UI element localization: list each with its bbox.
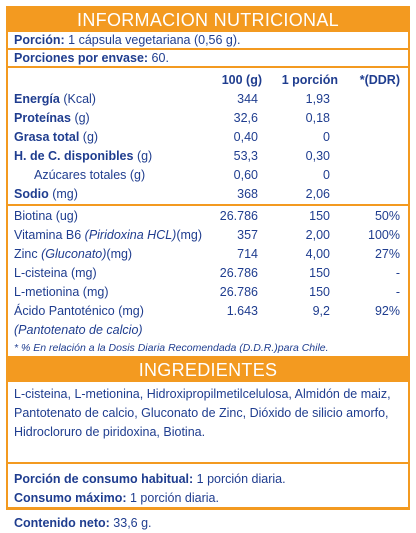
nutrient-per-portion: 2,06	[305, 187, 330, 201]
table-header	[8, 71, 408, 90]
col-ddr: *(DDR)	[359, 73, 400, 87]
micronutrient-row	[8, 264, 408, 283]
consumo-label: Porción de consumo habitual:	[14, 472, 194, 486]
micro-label	[14, 264, 97, 283]
micro-ddr: -	[395, 285, 400, 299]
portion-value: 1 cápsula vegetariana (0,56 g).	[64, 33, 241, 47]
col-per-portion: 1 porción	[281, 73, 338, 87]
micro-per-portion: 150	[309, 285, 330, 299]
micronutrient-row	[8, 226, 408, 245]
nutrient-name	[14, 128, 98, 147]
nutrient-row	[8, 147, 408, 166]
micro-name: Zinc	[14, 247, 42, 261]
nutrient-row	[8, 90, 408, 109]
micro-name-unit: (mg)	[176, 228, 203, 242]
nutrient-label: Azúcares totales	[34, 168, 127, 182]
micro-per-portion: 2,00	[305, 228, 330, 242]
nutrient-label: H. de C. disponibles	[14, 149, 134, 163]
nutrient-per100: 0,60	[233, 168, 258, 182]
nutrient-per100: 344	[237, 92, 258, 106]
nutrient-name	[14, 166, 145, 185]
nutrient-name	[14, 109, 90, 128]
nutrient-unit: (Kcal)	[59, 92, 96, 106]
micro-ddr: 92%	[374, 304, 400, 318]
nutrient-label: Grasa total	[14, 130, 80, 144]
nutrient-per-portion: 0	[323, 168, 330, 182]
maximo-label: Consumo máximo:	[14, 491, 127, 505]
maximo-row	[8, 489, 408, 508]
nutrient-per-portion: 0,30	[305, 149, 330, 163]
col-per100: 100 (g)	[221, 73, 262, 87]
micro-ddr: 50%	[374, 209, 400, 223]
micro-per100: 1.643	[226, 304, 258, 318]
micro-name-italic: (Gluconato)	[41, 247, 107, 261]
micro-per100: 26.786	[219, 209, 258, 223]
nutrient-unit: (g)	[79, 130, 99, 144]
servings-label: Porciones por envase:	[14, 51, 149, 65]
portion-label: Porción:	[14, 33, 65, 47]
nutrient-unit: (g)	[70, 111, 90, 125]
nutrient-per100: 53,3	[233, 149, 258, 163]
nutrient-per-portion: 1,93	[305, 92, 330, 106]
micro-per-portion: 9,2	[312, 304, 330, 318]
micro-per100: 26.786	[219, 266, 258, 280]
nutrient-unit: (g)	[126, 168, 146, 182]
micronutrient-row	[8, 207, 408, 226]
micro-per100: 357	[237, 228, 258, 242]
consumo-row	[8, 470, 408, 489]
micro-per100: 26.786	[219, 285, 258, 299]
micro-label	[14, 302, 144, 321]
micronutrient-row	[8, 245, 408, 264]
micro-label	[14, 207, 78, 226]
nutrient-row	[8, 128, 408, 147]
micro-per-portion: 4,00	[305, 247, 330, 261]
consumo-value: 1 porción diaria.	[193, 472, 286, 486]
micronutrient-row	[8, 283, 408, 302]
micro-name: L-cisteina (mg)	[14, 266, 97, 280]
nutrient-label: Sodio	[14, 187, 49, 201]
neto-label: Contenido neto:	[14, 516, 110, 530]
nutrient-per100: 32,6	[233, 111, 258, 125]
micro-label	[14, 283, 108, 302]
micro-ddr: -	[395, 266, 400, 280]
micro-name-italic: (Piridoxina HCL)	[84, 228, 177, 242]
portion-row	[8, 32, 408, 50]
ddr-footnote: * % En relación a la Dosis Diaria Recomendada (D.D.R.)para Chile.	[8, 340, 408, 358]
nutrient-per-portion: 0	[323, 130, 330, 144]
nutrition-title: INFORMACION NUTRICIONAL	[8, 8, 408, 32]
nutrient-unit: (g)	[133, 149, 153, 163]
micro-ddr: 100%	[368, 228, 400, 242]
micro-label	[14, 245, 132, 264]
nutrient-name	[14, 90, 96, 109]
nutrient-table	[8, 68, 408, 204]
nutrient-label: Proteínas	[14, 111, 71, 125]
servings-row	[8, 50, 408, 68]
ingredients-text: L-cisteina, L-metionina, Hidroxipropilmetilcelulosa, Almidón de maiz, Pantotenato de calcio, Gluconato de Zinc, Dióxido de silicio amorfo, Hidrocloruro de piridoxina, Biotina.	[8, 382, 408, 464]
micro-name: Biotina (ug)	[14, 209, 78, 223]
servings-value: 60.	[148, 51, 169, 65]
micro-name: L-metionina (mg)	[14, 285, 109, 299]
micro-label	[14, 226, 202, 245]
nutrient-row	[8, 185, 408, 204]
nutrient-name	[14, 147, 152, 166]
micro-per100: 714	[237, 247, 258, 261]
micro-ddr: 27%	[374, 247, 400, 261]
nutrient-unit: (mg)	[48, 187, 78, 201]
nutrition-label	[6, 6, 410, 530]
nutrient-row	[8, 109, 408, 128]
neto-row	[8, 514, 408, 533]
micro-per-portion: 150	[309, 209, 330, 223]
neto-value: 33,6 g.	[109, 516, 152, 530]
micro-name-unit: (mg)	[106, 247, 133, 261]
nutrient-per100: 368	[237, 187, 258, 201]
micro-per-portion: 150	[309, 266, 330, 280]
micronutrient-row	[8, 302, 408, 321]
maximo-value: 1 porción diaria.	[126, 491, 219, 505]
micro-name: Ácido Pantoténico (mg)	[14, 304, 144, 318]
nutrient-label: Energía	[14, 92, 60, 106]
nutrient-row	[8, 166, 408, 185]
ingredients-title: INGREDIENTES	[8, 358, 408, 382]
nutrient-per100: 0,40	[233, 130, 258, 144]
micronutrient-table	[8, 204, 408, 340]
nutrient-name	[14, 185, 78, 204]
nutrient-per-portion: 0,18	[305, 111, 330, 125]
micro-name: Vitamina B6	[14, 228, 85, 242]
pantotenato-row	[8, 321, 408, 340]
pantotenato-label: (Pantotenato de calcio)	[14, 323, 143, 337]
